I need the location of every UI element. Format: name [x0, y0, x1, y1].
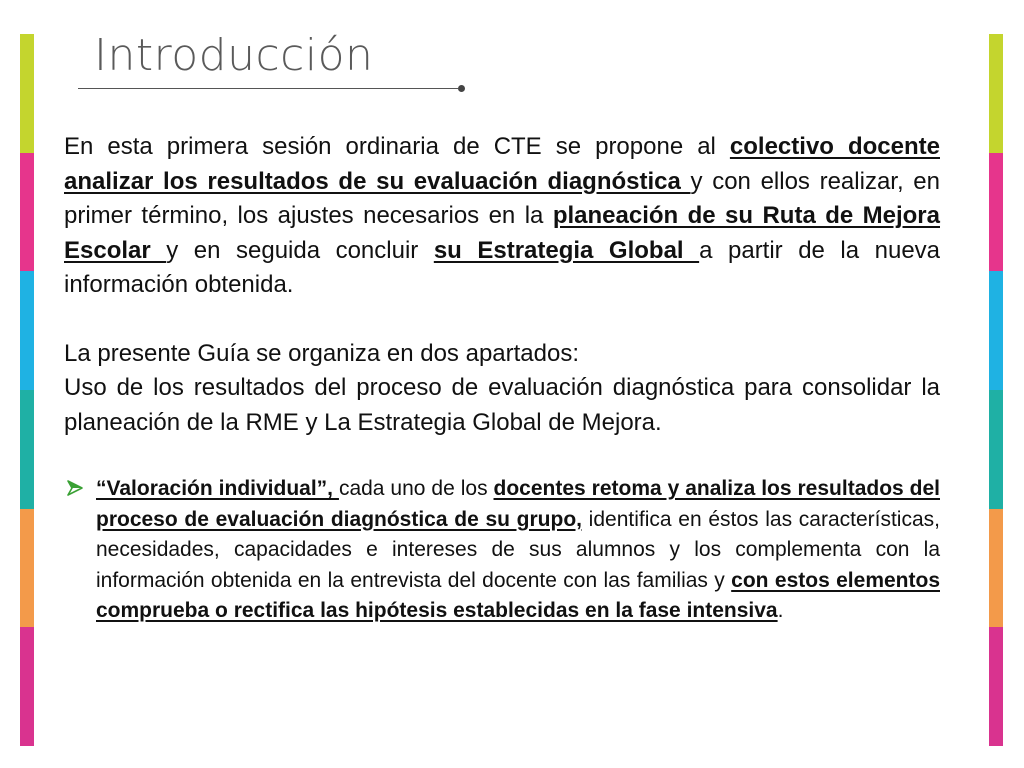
intro-emphasis-2: planeación de su Ruta de Mejora Escolar: [64, 202, 940, 264]
bar-segment-blue: [20, 271, 34, 390]
bar-segment-pink: [20, 153, 34, 272]
intro-text-3: y en seguida concluir: [166, 236, 434, 264]
bar-segment-lime: [989, 34, 1003, 153]
intro-paragraph: [64, 130, 940, 303]
bullet-emphasis-3: con estos elementos comprueba o rectifica las hipótesis establecidas en la fase intensiva: [96, 568, 940, 622]
bar-segment-magenta: [989, 627, 1003, 746]
left-color-bar: [20, 34, 34, 746]
intro-text-2: y con ellos realizar, en primer término, los ajustes necesarios en la: [64, 167, 940, 229]
bullet-text-3: .: [777, 599, 784, 622]
bar-segment-orange: [20, 509, 34, 628]
slide-body: [64, 130, 940, 627]
bar-segment-teal: [20, 390, 34, 509]
section-description: Uso de los resultados del proceso de evaluación diagnóstica para consolidar la planeación de la RME y La Estrategia Global de Mejora.: [64, 374, 940, 436]
bullet-text-2: identifica en éstos las características, necesidades, capacidades e intereses de sus alumnos y los complementa con la información obtenida en la entrevista del docente con las familias y: [96, 507, 940, 592]
arrow-bullet-icon: [66, 479, 84, 497]
organization-heading: La presente Guía se organiza en dos apartados:: [64, 339, 580, 367]
bullet-emphasis-2: docentes retoma y analiza los resultados del proceso de evaluación diagnóstica de su grupo,: [96, 477, 940, 531]
intro-emphasis-3: su Estrategia Global: [433, 236, 700, 264]
bar-segment-orange: [989, 509, 1003, 628]
bar-segment-teal: [989, 390, 1003, 509]
intro-emphasis-1: colectivo docente analizar los resultados de su evaluación diagnóstica: [64, 133, 940, 195]
bar-segment-blue: [989, 271, 1003, 390]
bar-segment-magenta: [20, 627, 34, 746]
right-color-bar: [989, 34, 1003, 746]
slide-title: Introducción: [94, 30, 374, 81]
intro-text-1: En esta primera sesión ordinaria de CTE se propone al: [64, 133, 730, 160]
bullet-text-1: cada uno de los: [338, 477, 494, 500]
title-underline: [78, 88, 458, 89]
spacer: [64, 303, 940, 337]
bullet-emphasis-1: “Valoración individual”,: [96, 477, 339, 500]
bullet-item: [64, 474, 940, 627]
spacer: [64, 440, 940, 474]
bar-segment-lime: [20, 34, 34, 153]
intro-text-4: a partir de la nueva información obtenida.: [64, 236, 941, 298]
bar-segment-pink: [989, 153, 1003, 272]
title-dot: [458, 85, 465, 92]
